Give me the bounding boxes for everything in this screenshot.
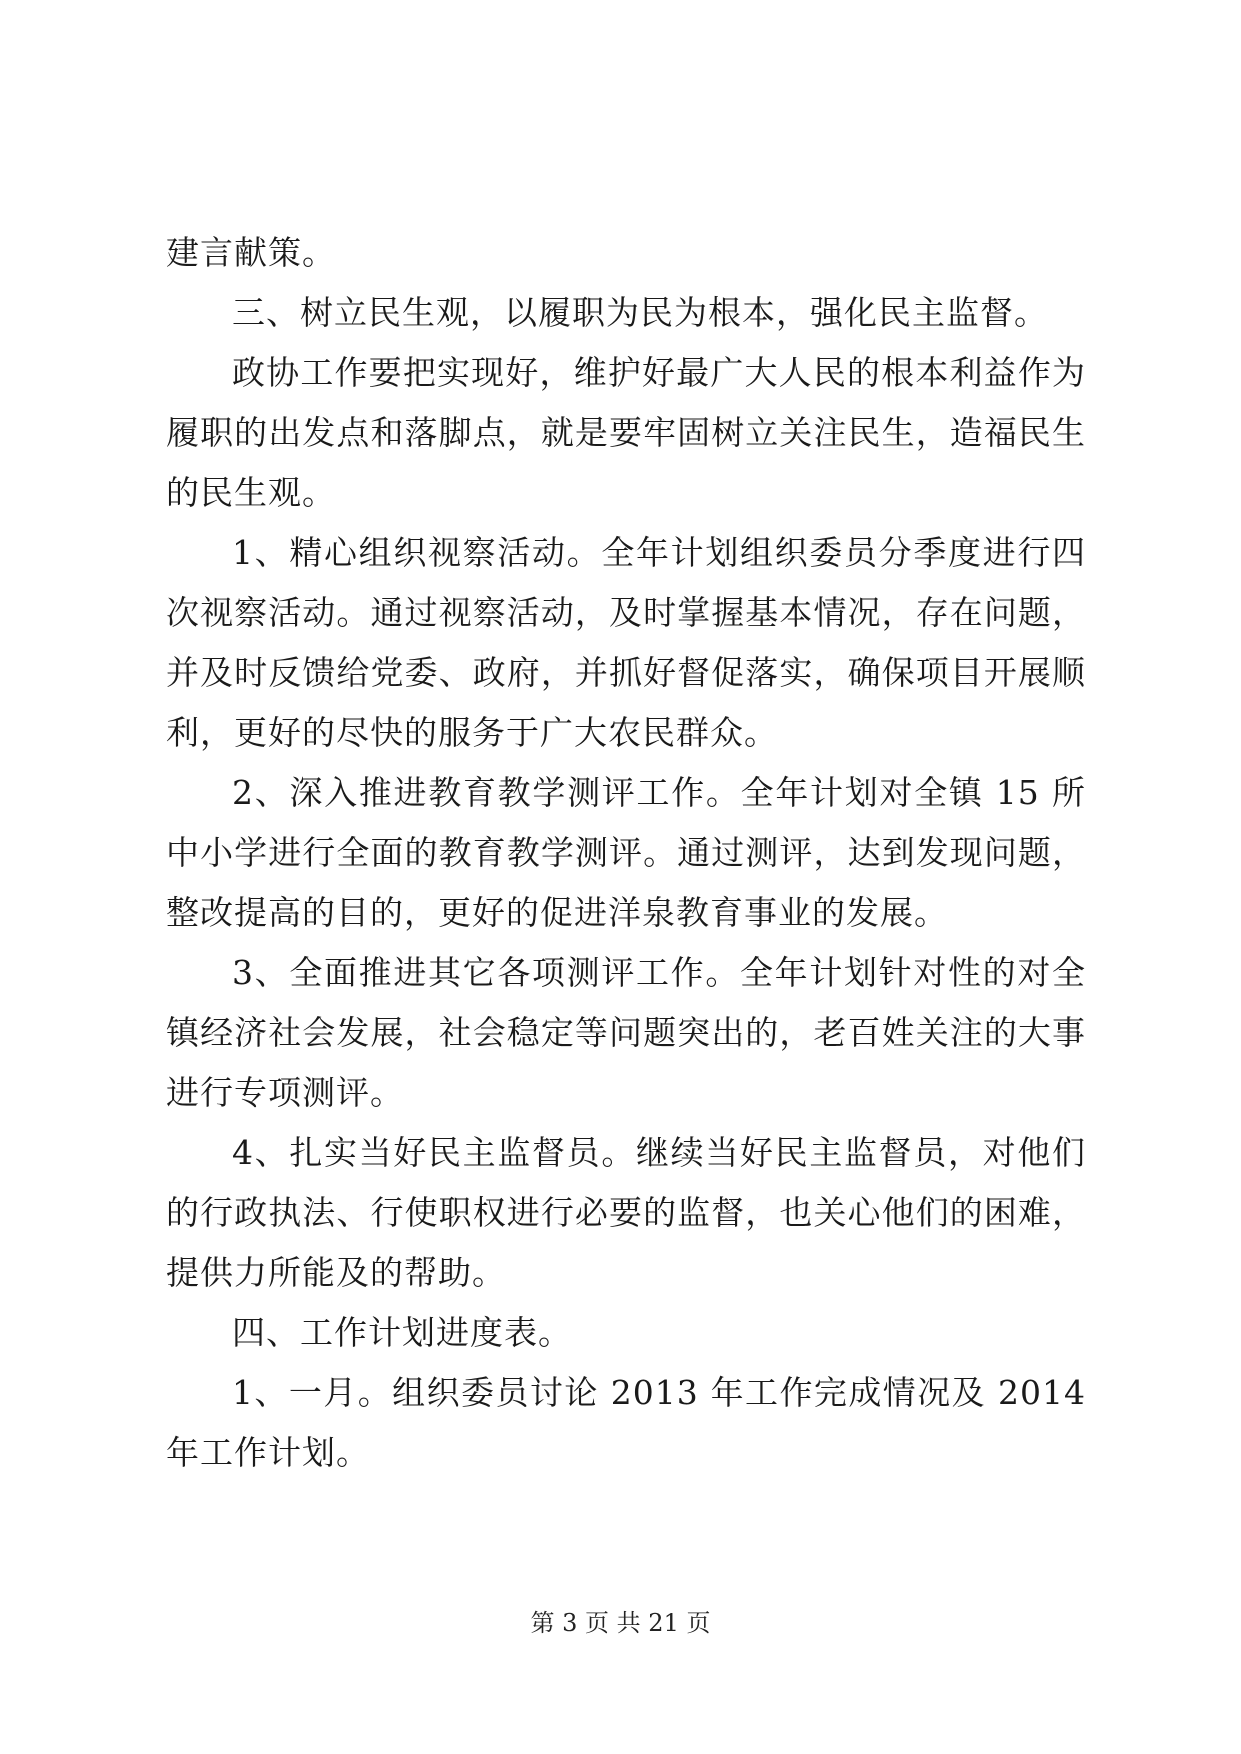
list-item: 2、深入推进教育教学测评工作。全年计划对全镇 15 所中小学进行全面的教育教学测评。通过测评，达到发现问题，整改提高的目的，更好的促进洋泉教育事业的发展。 [166,773,1086,932]
section-heading-three: 三、树立民生观，以履职为民为根本，强化民主监督。 [232,293,1048,332]
document-body [166,223,1086,1483]
list-item: 3、全面推进其它各项测评工作。全年计划针对性的对全镇经济社会发展，社会稳定等问题突出的，老百姓关注的大事进行专项测评。 [166,953,1086,1112]
list-item: 1、一月。组织委员讨论 2013 年工作完成情况及 2014 年工作计划。 [166,1373,1086,1472]
list-item: 4、扎实当好民主监督员。继续当好民主监督员，对他们的行政执法、行使职权进行必要的监督，也关心他们的困难，提供力所能及的帮助。 [166,1133,1086,1292]
list-item: 1、精心组织视察活动。全年计划组织委员分季度进行四次视察活动。通过视察活动，及时掌握基本情况，存在问题，并及时反馈给党委、政府，并抓好督促落实，确保项目开展顺利，更好的尽快的服务于广大农民群众。 [166,533,1086,752]
paragraph: 建言献策。 [166,233,336,272]
section-heading-four: 四、工作计划进度表。 [232,1313,572,1352]
paragraph: 政协工作要把实现好，维护好最广大人民的根本利益作为履职的出发点和落脚点，就是要牢固树立关注民生，造福民生的民生观。 [166,353,1086,512]
page-number-footer: 第 3 页 共 21 页 [530,1609,711,1637]
